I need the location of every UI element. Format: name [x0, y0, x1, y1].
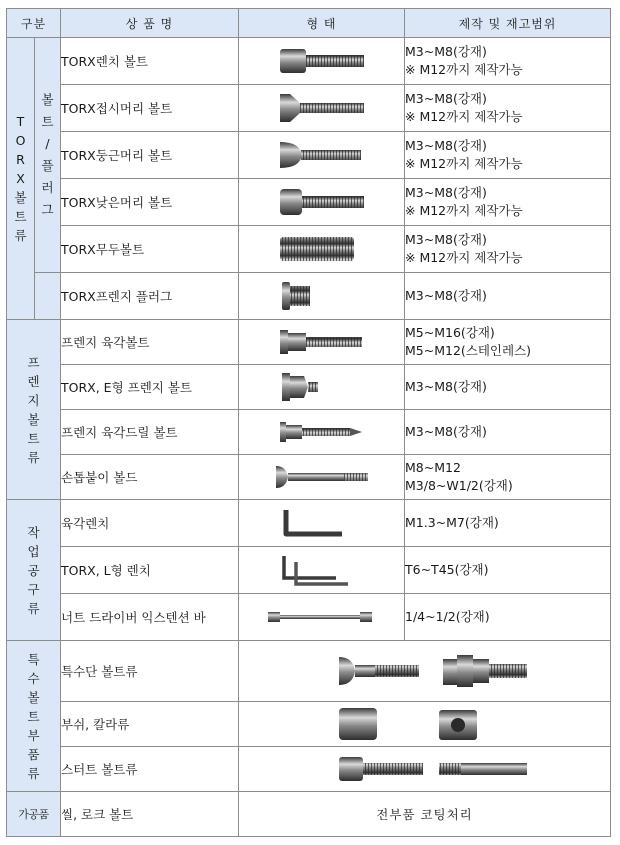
shape-cell — [239, 320, 405, 365]
product-name: TORX둥근머리 볼트 — [61, 132, 239, 179]
shape-cell — [239, 226, 405, 273]
fin-neck-bolt-icon — [272, 460, 372, 494]
group-torx-label: T O R X 볼 트 류 — [7, 38, 35, 320]
l-wrench-icon — [276, 552, 368, 588]
button-head-bolt-icon — [276, 138, 368, 172]
range-cell: M1.3~M7(강재) — [405, 500, 611, 547]
range-cell: M3~M8(강재) — [405, 410, 611, 455]
range-cell: M8~M12 M3/8~W1/2(강재) — [405, 455, 611, 500]
product-name: 프렌지 육각볼트 — [61, 320, 239, 365]
table-row — [7, 500, 611, 547]
product-name: TORX렌치 볼트 — [61, 38, 239, 85]
product-name: 부쉬, 칼라류 — [61, 702, 239, 747]
group-coating-label: 가공품 — [7, 792, 61, 837]
shape-cell — [239, 702, 611, 747]
header-range: 제작 및 재고범위 — [405, 9, 611, 38]
product-name: 너트 드라이버 익스텐션 바 — [61, 594, 239, 641]
range-cell: 전부품 코팅처리 — [239, 792, 611, 837]
product-name: TORX낮은머리 볼트 — [61, 179, 239, 226]
table-row — [7, 594, 611, 641]
header-product: 상 품 명 — [61, 9, 239, 38]
shape-cell — [239, 455, 405, 500]
stud-bolt-icon — [335, 749, 545, 789]
table-row — [7, 641, 611, 702]
product-name: TORX, L형 렌치 — [61, 547, 239, 594]
shape-cell — [239, 85, 405, 132]
set-screw-icon — [276, 232, 368, 266]
low-head-bolt-icon — [276, 185, 368, 219]
subgroup-empty — [35, 273, 61, 320]
socket-cap-bolt-icon — [276, 44, 368, 78]
product-name: 프렌지 육각드릴 볼트 — [61, 410, 239, 455]
table-row — [7, 132, 611, 179]
range-cell: M3~M8(강재) ※ M12까지 제작가능 — [405, 85, 611, 132]
group-tool-label: 작 업 공 구 류 — [7, 500, 61, 641]
hex-flange-bolt-icon — [276, 327, 368, 357]
hex-drill-bolt-icon — [276, 417, 368, 447]
shape-cell — [239, 365, 405, 410]
group-special-label: 특 수 볼 트 부 품 류 — [7, 641, 61, 792]
shape-cell — [239, 132, 405, 179]
e-torx-flange-bolt-icon — [276, 370, 368, 404]
table-row — [7, 179, 611, 226]
shape-cell — [239, 38, 405, 85]
special-bolt-icon — [335, 651, 545, 691]
table-row — [7, 410, 611, 455]
product-name: 육각렌치 — [61, 500, 239, 547]
shape-cell — [239, 500, 405, 547]
range-cell: M3~M8(강재) ※ M12까지 제작가능 — [405, 226, 611, 273]
product-name: 특수단 볼트류 — [61, 641, 239, 702]
product-name: 씰, 로크 볼트 — [61, 792, 239, 837]
shape-cell — [239, 273, 405, 320]
range-cell: M3~M8(강재) — [405, 365, 611, 410]
table-row — [7, 702, 611, 747]
shape-cell — [239, 747, 611, 792]
range-cell: 1/4~1/2(강재) — [405, 594, 611, 641]
range-cell: T6~T45(강재) — [405, 547, 611, 594]
table-row — [7, 455, 611, 500]
table-row — [7, 38, 611, 85]
header-category: 구분 — [7, 9, 61, 38]
product-name: TORX무두볼트 — [61, 226, 239, 273]
shape-cell — [239, 594, 405, 641]
product-name: TORX, E형 프렌지 볼트 — [61, 365, 239, 410]
shape-cell — [239, 179, 405, 226]
header-row — [7, 9, 611, 38]
shape-cell — [239, 410, 405, 455]
range-cell: M3~M8(강재) ※ M12까지 제작가능 — [405, 132, 611, 179]
extension-bar-icon — [262, 607, 382, 627]
table-row — [7, 226, 611, 273]
table-row — [7, 273, 611, 320]
bush-collar-icon — [335, 704, 545, 744]
header-shape: 형 태 — [239, 9, 405, 38]
subgroup-bolt-plug-label: 볼 트 / 플 러 그 — [35, 38, 61, 273]
product-name: 스터트 볼트류 — [61, 747, 239, 792]
table-row — [7, 792, 611, 837]
product-spec-table — [6, 8, 611, 837]
table-row — [7, 320, 611, 365]
table-row — [7, 365, 611, 410]
table-row — [7, 747, 611, 792]
shape-cell — [239, 641, 611, 702]
flange-plug-icon — [276, 279, 368, 313]
range-cell: M3~M8(강재) ※ M12까지 제작가능 — [405, 179, 611, 226]
range-cell: M3~M8(강재) — [405, 273, 611, 320]
hex-key-icon — [276, 506, 368, 540]
group-flange-label: 프 렌 지 볼 트 류 — [7, 320, 61, 500]
product-name: 손톱붙이 볼드 — [61, 455, 239, 500]
product-name: TORX프렌지 플러그 — [61, 273, 239, 320]
table-row — [7, 85, 611, 132]
product-name: TORX접시머리 볼트 — [61, 85, 239, 132]
range-cell: M3~M8(강재) ※ M12까지 제작가능 — [405, 38, 611, 85]
countersunk-bolt-icon — [276, 91, 368, 125]
table-row — [7, 547, 611, 594]
range-cell: M5~M16(강재) M5~M12(스테인레스) — [405, 320, 611, 365]
shape-cell — [239, 547, 405, 594]
